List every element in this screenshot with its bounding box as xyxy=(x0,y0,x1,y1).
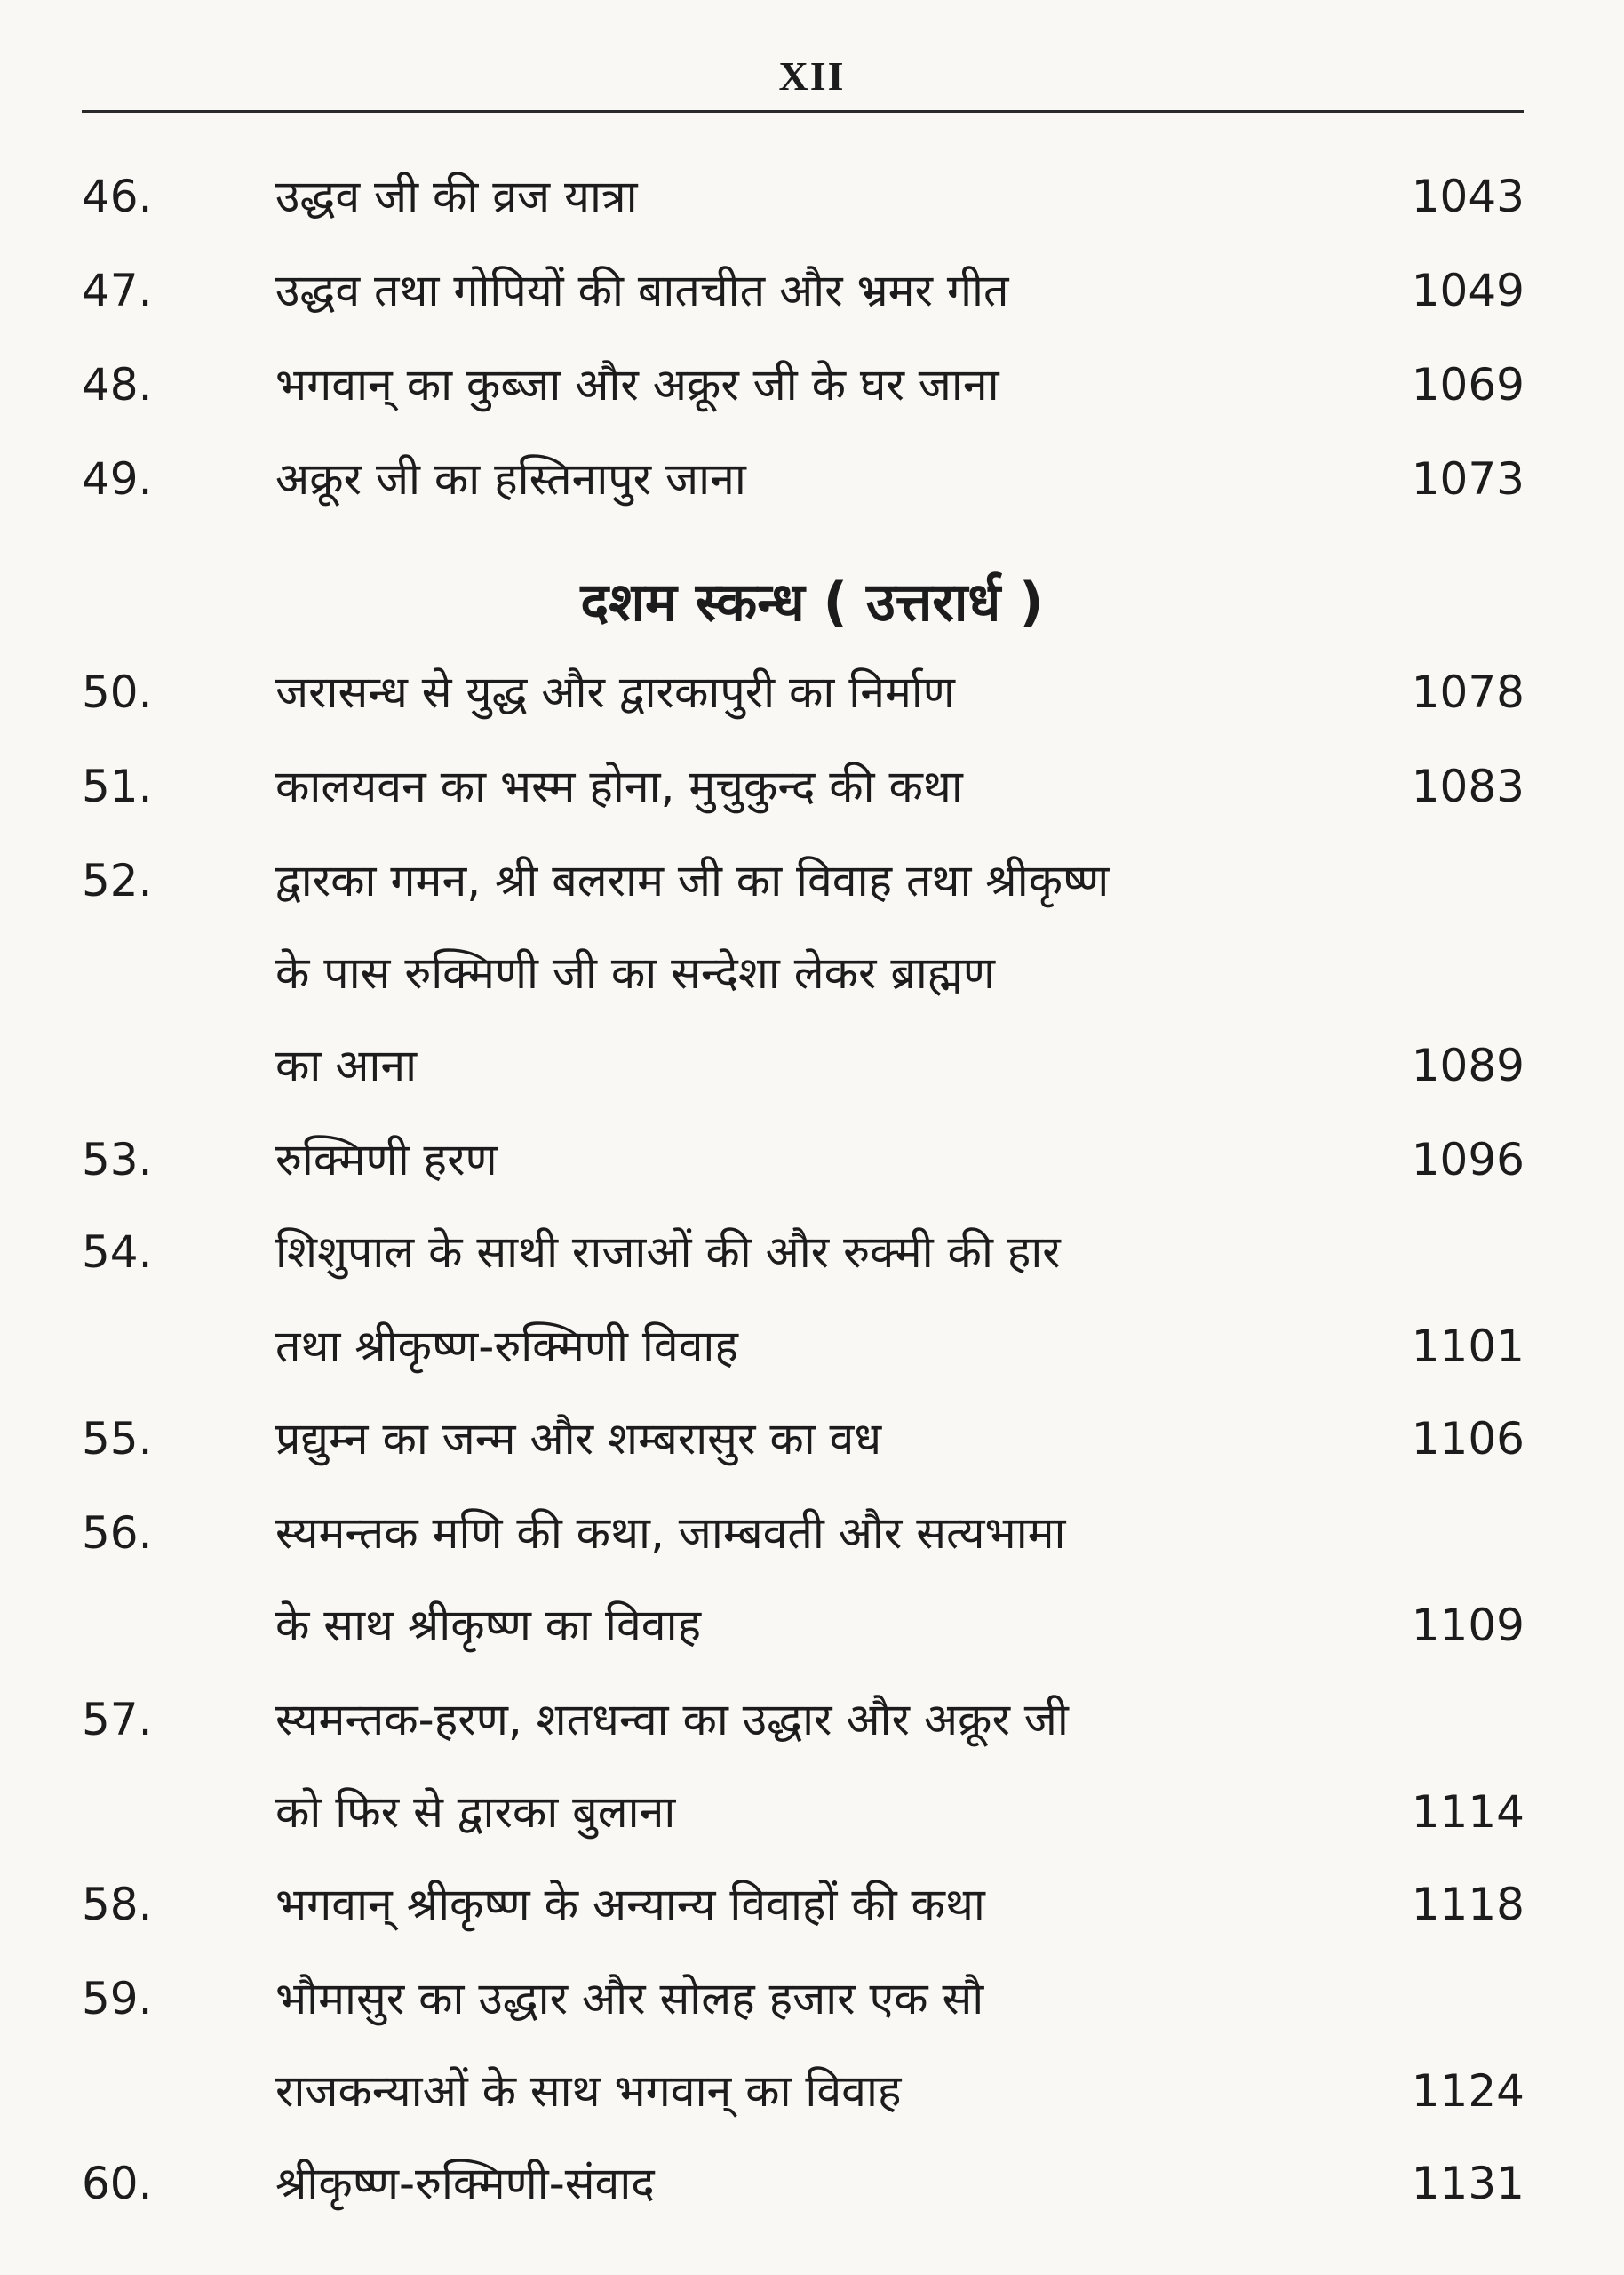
entry-number: 57. xyxy=(82,1694,153,1745)
entry-title-line: द्वारका गमन, श्री बलराम जी का विवाह तथा श्रीकृष्ण xyxy=(275,855,1110,906)
entry-title: भगवान् श्रीकृष्ण के अन्यान्य विवाहों की कथा xyxy=(275,1879,985,1930)
entry-number: 51. xyxy=(82,761,153,812)
entry-title-line: का आना xyxy=(275,1040,418,1091)
section-heading: दशम स्कन्ध ( उत्तरार्ध ) xyxy=(580,571,1044,634)
entry-number: 47. xyxy=(82,265,153,316)
entry-title-line: राजकन्याओं के साथ भगवान् का विवाह xyxy=(275,2065,902,2117)
toc-entry-55 xyxy=(0,1399,1624,1479)
toc-entry-57-cont xyxy=(0,1772,1624,1852)
toc-entry-56 xyxy=(0,1493,1624,1573)
entry-number: 50. xyxy=(82,667,153,718)
toc-entry-49 xyxy=(0,439,1624,519)
toc-entry-47 xyxy=(0,251,1624,331)
toc-entry-50 xyxy=(0,652,1624,732)
toc-entry-57 xyxy=(0,1680,1624,1760)
toc-entry-52-cont xyxy=(0,1026,1624,1106)
entry-number: 49. xyxy=(82,453,153,505)
entry-number: 46. xyxy=(82,171,153,222)
toc-entry-53 xyxy=(0,1120,1624,1200)
entry-title: अक्रूर जी का हस्तिनापुर जाना xyxy=(275,453,746,505)
entry-page: 1096 xyxy=(1411,1134,1524,1185)
entry-title-line: स्यमन्तक मणि की कथा, जाम्बवती और सत्यभामा xyxy=(275,1507,1066,1559)
toc-entry-48 xyxy=(0,345,1624,425)
entry-title: रुक्मिणी हरण xyxy=(275,1134,498,1185)
entry-number: 48. xyxy=(82,359,153,411)
entry-page: 1109 xyxy=(1411,1600,1524,1651)
entry-number: 52. xyxy=(82,855,153,906)
entry-title: कालयवन का भस्म होना, मुचुकुन्द की कथा xyxy=(275,761,963,812)
toc-entry-59-cont xyxy=(0,2051,1624,2131)
entry-number: 60. xyxy=(82,2158,153,2209)
entry-page: 1089 xyxy=(1411,1040,1524,1091)
page-number: XII xyxy=(778,53,846,99)
entry-number: 55. xyxy=(82,1413,153,1465)
entry-title-line: भौमासुर का उद्धार और सोलह हजार एक सौ xyxy=(275,1973,984,2024)
entry-page: 1106 xyxy=(1411,1413,1524,1465)
toc-entry-60 xyxy=(0,2143,1624,2223)
entry-title-line: तथा श्रीकृष्ण-रुक्मिणी विवाह xyxy=(275,1321,738,1372)
entry-number: 59. xyxy=(82,1973,153,2024)
entry-number: 56. xyxy=(82,1507,153,1559)
header-rule xyxy=(82,110,1524,113)
entry-number: 53. xyxy=(82,1134,153,1185)
entry-page: 1069 xyxy=(1411,359,1524,411)
entry-page: 1131 xyxy=(1411,2158,1524,2209)
entry-title: प्रद्युम्न का जन्म और शम्बरासुर का वध xyxy=(275,1413,882,1465)
entry-title: उद्धव तथा गोपियों की बातचीत और भ्रमर गीत xyxy=(275,265,1009,316)
entry-page: 1114 xyxy=(1411,1786,1524,1838)
toc-entry-54 xyxy=(0,1212,1624,1292)
entry-page: 1073 xyxy=(1411,453,1524,505)
entry-title-line: के पास रुक्मिणी जी का सन्देशा लेकर ब्राह्मण xyxy=(275,947,996,999)
entry-title: भगवान् का कुब्जा और अक्रूर जी के घर जाना xyxy=(275,359,999,411)
toc-entry-59 xyxy=(0,1959,1624,2039)
entry-page: 1083 xyxy=(1411,761,1524,812)
entry-number: 54. xyxy=(82,1226,153,1278)
toc-entry-56-cont xyxy=(0,1585,1624,1665)
entry-page: 1049 xyxy=(1411,265,1524,316)
toc-entry-52 xyxy=(0,841,1624,921)
toc-entry-54-cont xyxy=(0,1306,1624,1386)
entry-page: 1078 xyxy=(1411,667,1524,718)
entry-page: 1043 xyxy=(1411,171,1524,222)
entry-title-line: शिशुपाल के साथी राजाओं की और रुक्मी की हार xyxy=(275,1226,1061,1278)
toc-entry-51 xyxy=(0,746,1624,826)
entry-title-line: को फिर से द्वारका बुलाना xyxy=(275,1786,676,1838)
entry-title-line: स्यमन्तक-हरण, शतधन्वा का उद्धार और अक्रूर जी xyxy=(275,1694,1069,1745)
entry-title: श्रीकृष्ण-रुक्मिणी-संवाद xyxy=(275,2158,655,2209)
entry-page: 1118 xyxy=(1411,1879,1524,1930)
entry-title: उद्धव जी की व्रज यात्रा xyxy=(275,171,638,222)
entry-page: 1124 xyxy=(1411,2065,1524,2117)
entry-page: 1101 xyxy=(1411,1321,1524,1372)
entry-number: 58. xyxy=(82,1879,153,1930)
entry-title: जरासन्ध से युद्ध और द्वारकापुरी का निर्माण xyxy=(275,667,955,718)
toc-entry-52-cont xyxy=(0,933,1624,1013)
entry-title-line: के साथ श्रीकृष्ण का विवाह xyxy=(275,1600,702,1651)
toc-entry-58 xyxy=(0,1864,1624,1944)
toc-entry-46 xyxy=(0,156,1624,236)
